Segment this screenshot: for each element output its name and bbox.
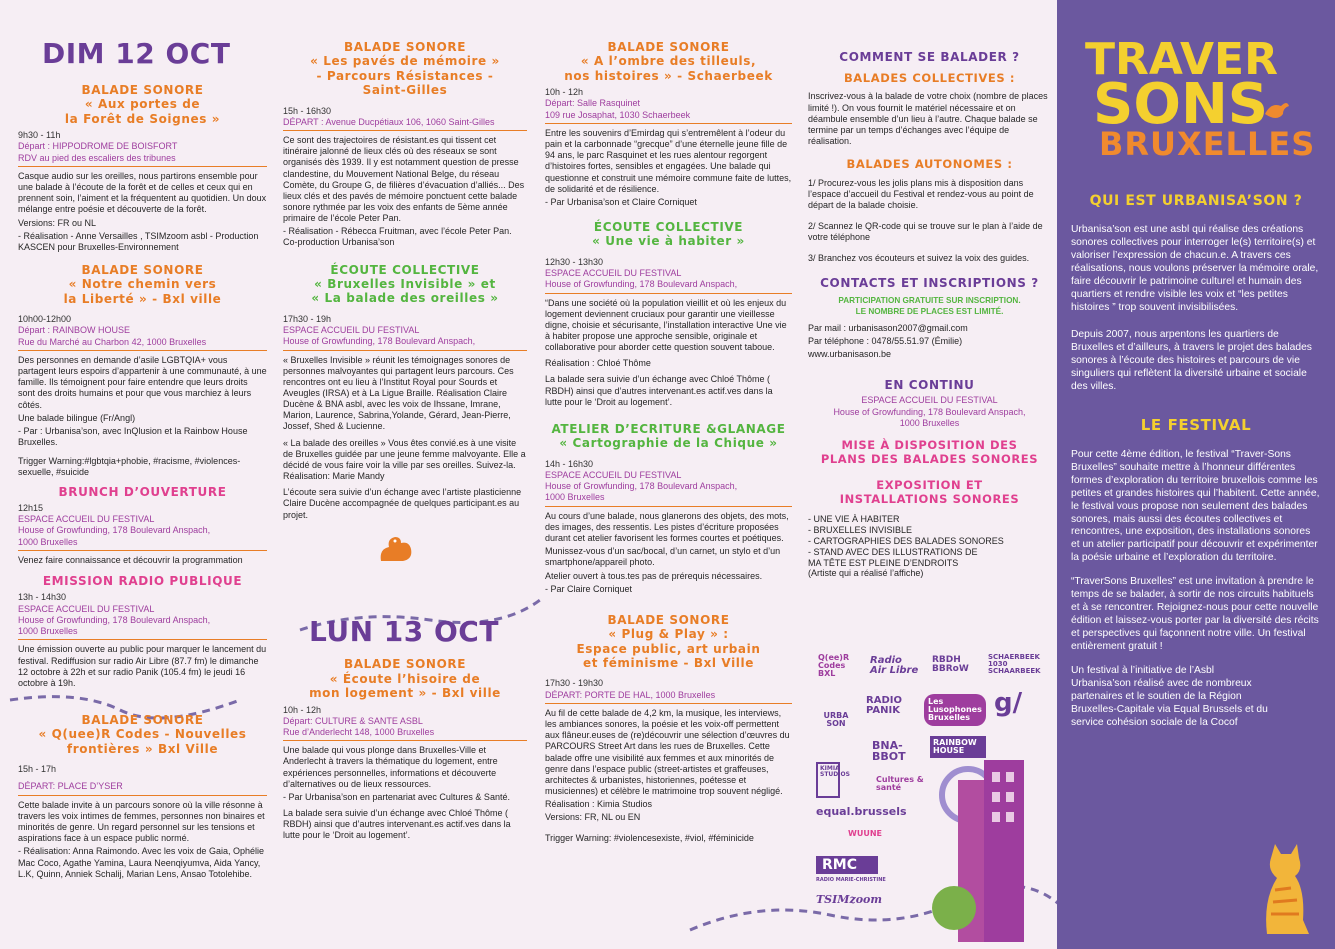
event-title-2: mon logement » - Bxl ville <box>309 686 501 701</box>
list-item: - CARTOGRAPHIES DES BALADES SONORES <box>808 535 1004 546</box>
logo-cultures-sante: Cultures & santé <box>876 775 924 792</box>
event-location-2: House of Growfunding, 178 Boulevard Anspach, <box>545 481 738 492</box>
event-foret-soignes <box>18 83 267 253</box>
event-description: « Bruxelles Invisible » réunit les témoignages sonores de personnes malvoyantes qui partagent leurs parcours. Ces rencontres ont eu lieu à l’Institut Royal pour Sourds et Aveugles (IRSA) et à La Ligue Braille. Réalisation Claire Ducène & BNA asbl, avec les voix de Ihssane, Imrane, Marion, Laurence, Sabrina,Yolande, Gérard, Jean-Pierre, Jossef, Shed & Lucienne. <box>283 354 514 432</box>
logo-lusophones: Les Lusophones Bruxelles <box>924 694 986 726</box>
event-title: « Q(uee)R Codes - Nouvelles <box>38 727 247 742</box>
event-location-2: 109 rue Josaphat, 1030 Schaerbeek <box>545 109 691 120</box>
continuous-location-2: House of Growfunding, 178 Boulevard Anspach, <box>833 406 1026 417</box>
event-location-2: Rue du Marché au Charbon 42, 1000 Bruxelles <box>18 336 207 347</box>
continuous-location: ESPACE ACCUEIL DU FESTIVAL <box>861 395 998 406</box>
event-type: BALADE SONORE <box>81 263 204 278</box>
event-description-3: Atelier ouvert à tous.tes pas de prérequis nécessaires. <box>545 570 763 581</box>
event-description: Ce sont des trajectoires de résistant.es qui tissent cet itinéraire jalonné de lieux clés où des réseaux se sont organisés dès 1939. Il y est notamment question de presse clandestine, du Mouvement National Belge, du réseau Comète, du Groupe G, de filières d’évacuation d’alliés... Des lieux clés et des pavés de mémoire ponctuent cette balade sonore rythmée par les voix des enfants de 5ème année primaire de l’école Peter Pan. <box>283 135 525 224</box>
event-title-2: frontières » Bxl Ville <box>66 741 219 756</box>
event-location: DÉPART: PLACE D’YSER <box>18 781 123 792</box>
event-title: « Cartographie de la Chique » <box>559 436 778 451</box>
event-location: Départ : RAINBOW HOUSE <box>18 325 131 336</box>
event-description: Cette balade invite à un parcours sonore où la ville résonne à travers les voix intimes de femmes, personnes non binaires et minorités de genre. Un regard personnel sur les tensions et aspirations face à un espace public normé. <box>18 799 265 844</box>
logo-kimia-studios: KIMIA STUDIOS <box>816 762 840 798</box>
event-description: Au cours d’une balade, nous glanerons des objets, des mots, des images, des ressentis. Les pistes d’écriture proposées durant cet atelier favorisent les formes courtes et poétiques. <box>545 510 789 544</box>
event-type: BALADE SONORE <box>81 83 204 97</box>
building-illustration <box>930 660 1030 949</box>
list-item: (Artiste qui a réalisé l’affiche) <box>808 568 924 579</box>
event-location-3: 1000 Bruxelles <box>545 492 605 503</box>
event-type: BRUNCH D’OUVERTURE <box>58 484 227 499</box>
event-title: « Une vie à habiter » <box>592 234 745 249</box>
event-description-2: « La balade des oreilles » Vous êtes convié.es à une visite de Bruxelles guidée par une jeune femme malvoyante. Elle a décidé de vous faire voir la ville par ses oreilles. Suivez-la. Réalisation: Marie Mandy <box>283 437 526 482</box>
event-atelier-ecriture <box>545 422 792 595</box>
about-panel <box>1057 0 1335 949</box>
event-type: BALADE SONORE <box>607 40 730 54</box>
collective-walks-heading: BALADES COLLECTIVES : <box>843 71 1016 85</box>
event-location: Départ: CULTURE & SANTE ASBL <box>283 715 423 726</box>
logo-line-2: SONS <box>1093 71 1269 137</box>
divider <box>18 639 267 640</box>
event-description-2: La balade sera suivie d’un échange avec Chloé Thôme ( RBDH) ainsi que d’autres intervenant.es actif.ves dans la lutte pour le ‘Droit au logement’. <box>545 374 773 407</box>
event-credits: - Par Urbanisa’son et Claire Corniquet <box>545 196 697 207</box>
event-title: « Plug & Play » : <box>608 627 729 642</box>
event-location-3: 1000 Bruxelles <box>18 536 78 547</box>
event-title-2: « La balade des oreilles » <box>311 291 499 306</box>
event-time: 13h - 14h30 <box>18 592 67 603</box>
logo-rbdh: RBDH BBRoW <box>932 655 969 674</box>
divider <box>283 350 527 351</box>
event-location-2: House of Growfunding, 178 Boulevard Anspach, <box>283 336 476 347</box>
event-credits: - Réalisation - Rébecca Fruitman, avec l’école Peter Pan. Co-production Urbanisa’son <box>283 226 512 248</box>
event-description: Une balade qui vous plonge dans Bruxelles-Ville et Anderlecht à travers la thématique du logement, entre expériences personnelles, informations et découverte d’alternatives ou de lieux ressources. <box>283 745 498 789</box>
event-description: Venez faire connaissance et découvrir la programmation <box>18 554 243 565</box>
event-title: « Les pavés de mémoire » <box>310 54 500 69</box>
event-time: 17h30 - 19h <box>283 313 332 324</box>
cat-icon <box>1257 830 1327 940</box>
event-type: BALADE SONORE <box>81 713 204 728</box>
event-title-2: la Forêt de Soignes » <box>64 111 221 126</box>
free-note: PARTICIPATION GRATUITE SUR INSCRIPTION. <box>838 296 1021 306</box>
event-credits: Réalisation : Chloé Thôme <box>545 358 651 369</box>
event-title-3: et féminisme - Bxl Ville <box>583 656 754 670</box>
exhibition-heading: EXPOSITION ET <box>876 477 983 492</box>
event-location-2: RDV au pied des escaliers des tribunes <box>18 152 176 163</box>
festival-text-3: Un festival à l’initiative de l’Asbl Urbanisa’son réalisé avec de nombreux partenaires et le soutien de la Région Bruxelles-Capitale via Equal Brussels et du service cohésion sociale de la Cocof <box>1071 665 1268 729</box>
event-time: 10h - 12h <box>283 704 322 715</box>
event-title: « Bruxelles Invisible » et <box>314 277 496 292</box>
exhibition-list <box>808 514 1051 579</box>
event-title: « Notre chemin vers <box>68 277 217 292</box>
event-bruxelles-invisible <box>283 263 527 521</box>
event-credits: - Réalisation: Anna Raimondo. Avec les voix de Gaia, Ophélie Mac Coco, Agathe Yamina, Laura Neenqiyumva, Aida Yancy, L.K, Quinn, Anniek Schalij, Marian Lens, Ansao Totolehibe. <box>18 846 264 879</box>
logo-air-libre: Radio Air Libre <box>870 655 919 676</box>
list-item: MA TÊTE EST PLEINE D’ENDROITS <box>808 557 959 568</box>
event-description-2: Munissez-vous d’un sac/bocal, d’un carnet, un stylo et d’un smartphone/appareil photo. <box>545 546 781 568</box>
step-2: 2/ Scannez le QR-code qui se trouve sur le plan à l’aide de votre téléphone <box>808 221 1043 243</box>
event-location: ESPACE ACCUEIL DU FESTIVAL <box>545 268 682 279</box>
divider <box>283 130 527 131</box>
event-time: 10h - 12h <box>545 87 584 98</box>
step-1: 1/ Procurez-vous les jolis plans mis à disposition dans l’espace d’accueil du Festival et rendez-vous au point de départ de la balade choisie. <box>808 177 1034 210</box>
event-title-2: la Liberté » - Bxl ville <box>63 291 222 306</box>
event-paves-memoire <box>283 40 527 249</box>
event-description-2: La balade sera suivie d’un échange avec Chloé Thôme ( RBDH) ainsi que d’autres intervenant.es actif.ves dans la lutte pour le ‘Droit au logement’. <box>283 808 511 841</box>
festival-text-1: Pour cette 4ème édition, le festival “Traver-Sons Bruxelles” souhaite mettre à l’honneur différentes formes d’exploration du territoire bruxellois comme les petites et grandes histoires qui l’habitent. Cette année, le festival vous propose non seulement des balades sonores, mais aussi des écoutes collectives et rencontres, une exposition, des installations sonores et un atelier participatif pour découvrir et expérimenter la poésie urbaine et l’exploration du territoire. <box>1071 448 1320 564</box>
day-title-sunday: DIM 12 OCT <box>42 37 231 70</box>
event-title-2: nos histoires » - Schaerbeek <box>564 68 773 83</box>
logo-urbasón: URBA SON <box>823 711 849 728</box>
event-brunch <box>18 485 267 567</box>
event-type: ÉCOUTE COLLECTIVE <box>330 262 480 277</box>
event-queer-codes <box>18 713 267 880</box>
event-time: 17h30 - 19h30 <box>545 678 604 689</box>
event-description: Une émission ouverte au public pour marquer le lancement du festival. Rediffusion sur radio Air Libre (87.7 fm) le dimanche 12 octobre à 22h et sur radio Panik (105.4 fm) le jeudi 16 octobre à 19h. <box>18 644 267 688</box>
about-text-2: Depuis 2007, nous arpentons les quartiers de Bruxelles et d’ailleurs, à travers le projet des balades sonores à l’écoute des histoires et parcours de vie singuliers qui reflètent la diversité urbaine et sociale des villes. <box>1071 329 1312 392</box>
event-title: « A l’ombre des tilleuls, <box>580 54 757 69</box>
event-location: ESPACE ACCUEIL DU FESTIVAL <box>545 469 682 480</box>
continuous-location-3: 1000 Bruxelles <box>899 417 960 428</box>
event-type: BALADE SONORE <box>607 612 730 627</box>
event-location: DÉPART: PORTE DE HAL, 1000 Bruxelles <box>545 689 716 700</box>
event-vie-habiter <box>545 220 792 408</box>
column-2 <box>275 0 535 949</box>
logo-rainbow-house: RAINBOW HOUSE <box>930 736 986 758</box>
event-credits: Réalisation : Kimia Studios <box>545 799 653 810</box>
event-location: ESPACE ACCUEIL DU FESTIVAL <box>18 514 155 525</box>
limited-note: LE NOMBRE DE PLACES EST LIMITÉ. <box>855 306 1004 316</box>
event-ombre-tilleuls <box>545 40 792 208</box>
event-description: Au fil de cette balade de 4,2 km, la musique, les interviews, les ambiances sonores, la poésie et les voix-off permettent aux flâneur.euses de (re)découvrir une sélection d’œuvres du PARCOURS Street Art dans les rues de Bruxelles. Cette balade offre une visibilité aux femmes et aux minorités de genre dans l’espace public (street-artistes et graffeuses, architectes & urbanistes, historiennes, poétesse et musiciennes) et célèbre le matrimoine trop souvent négligé. <box>545 707 790 796</box>
divider <box>18 350 267 351</box>
event-location-2: House of Growfunding, 178 Boulevard Anspach, <box>18 614 211 625</box>
event-type: BALADE SONORE <box>343 657 467 672</box>
event-location-2: Rue d’Anderlecht 148, 1000 Bruxelles <box>283 727 435 738</box>
festival-text-2: “TraverSons Bruxelles” est une invitation à prendre le temps de se balader, à sortir de nos circuits habituels et à se rencontrer. Rejoignez-nous pour cette nouvelle édition et laissez-vous porter par la diversité des récits et perspectives qui façonnent notre ville. Un festival entièrement gratuit ! <box>1071 576 1319 653</box>
event-location: ESPACE ACCUEIL DU FESTIVAL <box>283 325 420 336</box>
divider <box>283 740 527 741</box>
event-description: Des personnes en demande d’asile LGBTQIA+ vous partagent leurs espoirs d’appartenir à une communauté, à une famille. Ils témoignent pour faire entendre que leurs droits sont des droits humains et pour que vous marchiez à leurs côtés. <box>18 354 267 410</box>
event-title-3: Saint-Gilles <box>362 83 448 98</box>
event-histoire-logement <box>283 657 527 841</box>
contact-phone[interactable]: Par téléphone : 0478/55.51.97 (Émilie) <box>808 336 963 347</box>
logo-rmc: RMC <box>816 856 878 874</box>
event-description: Casque audio sur les oreilles, nous partirons ensemble pour une balade à l’écoute de la forêt et de celles et ceux qui en prennent soin, l’aiment et la fréquentent au quotidien. Un doux mélange entre poésie et découverte de la forêt. <box>18 170 267 215</box>
event-type: BALADE SONORE <box>343 40 467 54</box>
event-location: Départ : HIPPODROME DE BOISFORT <box>18 141 178 152</box>
divider <box>18 550 267 551</box>
festival-heading: LE FESTIVAL <box>1140 415 1252 434</box>
divider <box>18 166 267 167</box>
step-3: 3/ Branchez vos écouteurs et suivez la voix des guides. <box>808 253 1030 264</box>
divider <box>545 123 792 124</box>
event-credits: - Par Urbanisa’son en partenariat avec Cultures & Santé. <box>283 791 510 802</box>
how-to-heading: COMMENT SE BALADER ? <box>839 50 1020 64</box>
event-description: “Dans une société où la population vieillit et où les enjeux du logement deviennent cruciaux pour garantir une vieillesse digne, choisie et sécurisante, l’installation interactive Une vie à habiter propose une approche sensible, originale et collaborative pour aborder cette question souvent taboue. <box>545 297 787 353</box>
event-versions: Versions: FR, NL ou EN <box>545 812 641 823</box>
event-chemin-liberte <box>18 263 267 478</box>
event-title: « Aux portes de <box>84 97 201 112</box>
event-time: 10h00-12h00 <box>18 314 72 325</box>
logo-tsimzoom: TSIMzoom <box>816 893 883 906</box>
divider <box>18 795 267 796</box>
event-title-2: - Parcours Résistances - <box>316 68 494 83</box>
event-time: 9h30 - 11h <box>18 130 61 141</box>
event-plug-play <box>545 613 792 845</box>
event-radio <box>18 574 267 689</box>
event-location: ESPACE ACCUEIL DU FESTIVAL <box>18 603 155 614</box>
logo-g: g/ <box>994 688 1023 718</box>
contact-website[interactable]: www.urbanisason.be <box>808 349 892 360</box>
logo-queer-codes: Q(ee)R Codes BXL <box>818 653 850 678</box>
event-title: « Écoute l’hisoire de <box>329 671 481 686</box>
plans-heading-2: PLANS DES BALADES SONORES <box>820 451 1039 466</box>
logo-line-3: BRUXELLES <box>1099 124 1316 163</box>
divider <box>545 293 792 294</box>
list-item: - BRUXELLES INVISIBLE <box>808 525 913 536</box>
event-location-2: House of Growfunding, 178 Boulevard Anspach, <box>545 279 738 290</box>
logo-radio-marie-christine: RADIO MARIE-CHRISTINE <box>816 877 886 883</box>
divider <box>545 703 792 704</box>
event-time: 14h - 16h30 <box>545 458 594 469</box>
plans-heading: MISE À DISPOSITION DES <box>841 438 1018 453</box>
event-type: ATELIER D’ECRITURE &GLANAGE <box>551 421 786 436</box>
column-3 <box>535 0 800 949</box>
event-versions: Versions: FR ou NL <box>18 217 97 228</box>
event-description-3: L’écoute sera suivie d’un échange avec l’artiste plasticienne Claire Ducène accompagnée de quelques participant.es au projet. <box>283 487 522 520</box>
contact-email[interactable]: Par mail : urbanisason2007@gmail.com <box>808 322 968 333</box>
logo-wuune: WUUNE <box>848 829 882 838</box>
day-title-monday: LUN 13 OCT <box>309 615 499 649</box>
bird-icon <box>1261 96 1291 124</box>
autonomous-walks-heading: BALADES AUTONOMES : <box>846 157 1013 172</box>
logo-line-1: TRAVER <box>1085 34 1278 85</box>
event-time: 12h15 <box>18 502 44 513</box>
event-type: EMISSION RADIO PUBLIQUE <box>42 574 243 589</box>
event-credits: - Par : Urbanisa’son, avec InQlusion et la Rainbow House Bruxelles. <box>18 425 248 448</box>
column-sunday <box>0 0 275 949</box>
event-description: Entre les souvenirs d’Emirdag qui s’entremêlent à l’odeur du pain et la carbonnade “grecque” d’une éternelle jeune fille de 94 ans, le parc Rasquinet et les rues alentour regorgent d’histoires fortes, sensibles et engagées. Une balade qui questionne et construit une mémoire commune faite de luttes, de solidarité et de résilience. <box>545 127 792 194</box>
list-item: - STAND AVEC DES ILLUSTRATIONS DE <box>808 546 978 557</box>
squirrel-icon <box>375 531 415 565</box>
continuous-heading: EN CONTINU <box>884 378 975 393</box>
about-heading: QUI EST URBANISA’SON ? <box>1089 192 1303 209</box>
event-credits: - Réalisation - Anne Versailles , TSIMzoom asbl - Production KASCEN pour Bruxelles-Environnement <box>18 230 259 252</box>
event-location-2: House of Growfunding, 178 Boulevard Anspach, <box>18 525 211 536</box>
event-type: ÉCOUTE COLLECTIVE <box>593 220 744 235</box>
about-text-1: Urbanisa’son est une asbl qui réalise des créations sonores collectives pour interroger le(s) territoire(s) et valoriser l’expression de chacun.e. A travers ces réalisations, nous voulons préserver la mémoire orale, faire découvrir le patrimoine culturel et humain des quartiers et rendre visible les voix et “les petites histoires ” trop souvent invisibilisées. <box>1071 224 1319 314</box>
contacts-heading: CONTACTS ET INSCRIPTIONS ? <box>820 276 1039 291</box>
event-location: DÉPART : Avenue Ducpétiaux 106, 1060 Saint-Gilles <box>283 116 495 127</box>
event-title-2: Espace public, art urbain <box>576 641 761 656</box>
collective-walks-text: Inscrivez-vous à la balade de votre choix (nombre de places limité !). On vous fournit le matériel nécessaire et on déambule ensemble d’un lieu à l’autre. Chaque balade se termine par un temps d’échanges avec l’équipe de réalisation. <box>808 91 1048 146</box>
event-time: 15h - 16h30 <box>283 105 332 116</box>
event-time: 12h30 - 13h30 <box>545 256 604 267</box>
logo-bna-bbot: BNA-BBOT <box>872 739 906 763</box>
event-trigger-warning: Trigger Warning: #violencesexiste, #viol, #féminicide <box>545 833 754 844</box>
logo-schaerbeek: SCHAERBEEK 1030 SCHAARBEEK <box>988 653 1041 675</box>
event-time: 15h - 17h <box>18 764 57 775</box>
list-item: - UNE VIE À HABITER <box>808 514 900 525</box>
divider <box>545 506 792 507</box>
exhibition-heading-2: INSTALLATIONS SONORES <box>839 491 1020 506</box>
event-trigger-warning: Trigger Warning:#lgbtqia+phobie, #racisme, #violences-sexuelle, #suicide <box>18 456 241 478</box>
event-location-3: 1000 Bruxelles <box>18 626 78 637</box>
logo-radio-panik: RADIO PANIK <box>866 695 902 716</box>
logo-equal-brussels: equal.brussels <box>816 805 907 818</box>
event-credits: - Par Claire Corniquet <box>545 583 633 594</box>
event-versions: Une balade bilingue (Fr/Angl) <box>18 412 136 423</box>
event-location: Départ: Salle Rasquinet <box>545 98 641 109</box>
